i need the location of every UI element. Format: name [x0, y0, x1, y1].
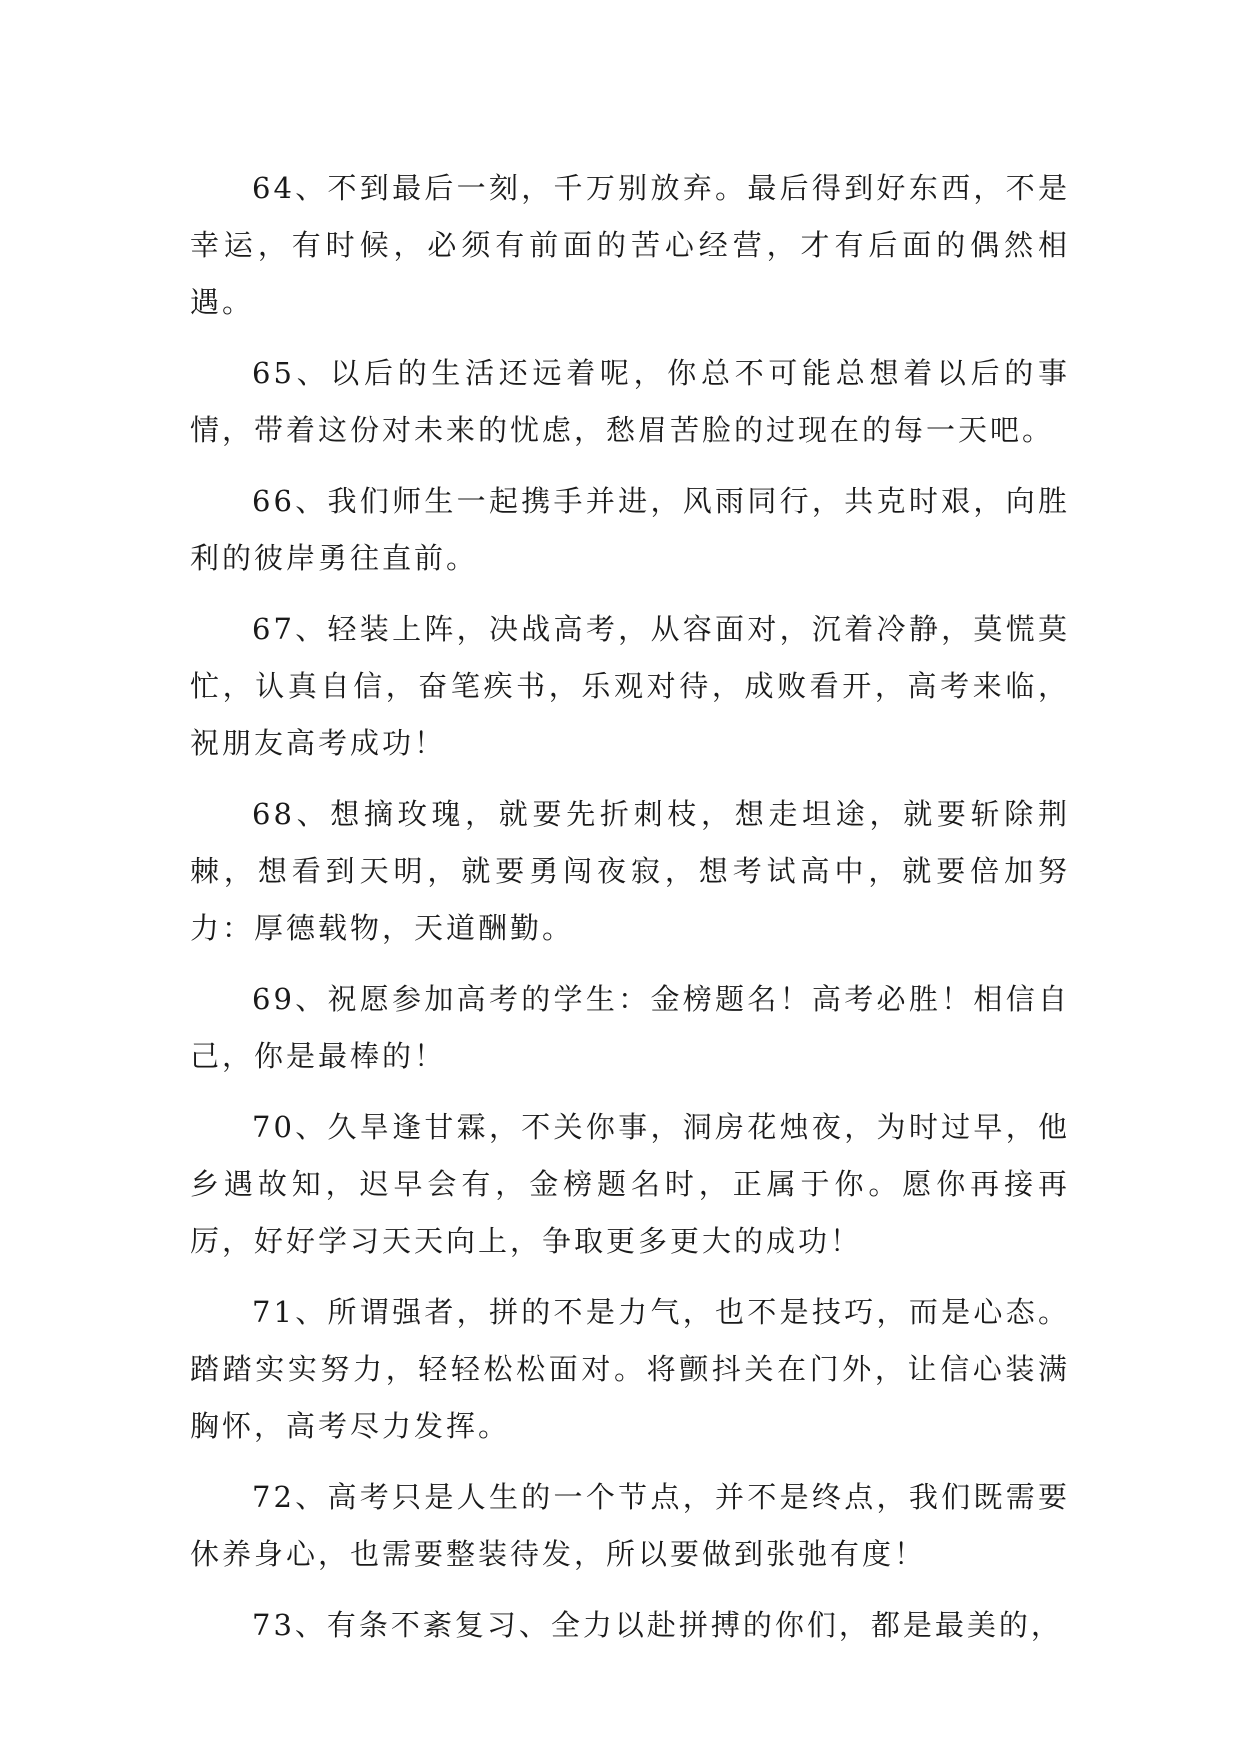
paragraph-67: 67、轻装上阵，决战高考，从容面对，沉着冷静，莫慌莫忙，认真自信，奋笔疾书，乐观对待，成败看开，高考来临，祝朋友高考成功！: [190, 612, 1070, 760]
paragraph-71: 71、所谓强者，拼的不是力气，也不是技巧，而是心态。踏踏实实努力，轻轻松松面对。将颤抖关在门外，让信心装满胸怀，高考尽力发挥。: [190, 1295, 1070, 1443]
document-body: [190, 160, 1070, 1668]
paragraph-66: 66、我们师生一起携手并进，风雨同行，共克时艰，向胜利的彼岸勇往直前。: [190, 484, 1070, 575]
paragraph-70: 70、久旱逢甘霖，不关你事，洞房花烛夜，为时过早，他乡遇故知，迟早会有，金榜题名时，正属于你。愿你再接再厉，好好学习天天向上，争取更多更大的成功！: [190, 1110, 1070, 1258]
paragraph-69: 69、祝愿参加高考的学生：金榜题名！高考必胜！相信自己，你是最棒的！: [190, 982, 1070, 1073]
paragraph-73: 73、有条不紊复习、全力以赴拼搏的你们，都是最美的，: [252, 1608, 1063, 1642]
paragraph-68: 68、想摘玫瑰，就要先折刺枝，想走坦途，就要斩除荆棘，想看到天明，就要勇闯夜寂，想考试高中，就要倍加努力：厚德载物，天道酬勤。: [190, 797, 1070, 945]
paragraph-64: 64、不到最后一刻，千万别放弃。最后得到好东西，不是幸运，有时候，必须有前面的苦心经营，才有后面的偶然相遇。: [190, 171, 1070, 319]
paragraph-65: 65、以后的生活还远着呢，你总不可能总想着以后的事情，带着这份对未来的忧虑，愁眉苦脸的过现在的每一天吧。: [190, 356, 1070, 447]
paragraph-72: 72、高考只是人生的一个节点，并不是终点，我们既需要休养身心，也需要整装待发，所以要做到张弛有度！: [190, 1480, 1070, 1571]
